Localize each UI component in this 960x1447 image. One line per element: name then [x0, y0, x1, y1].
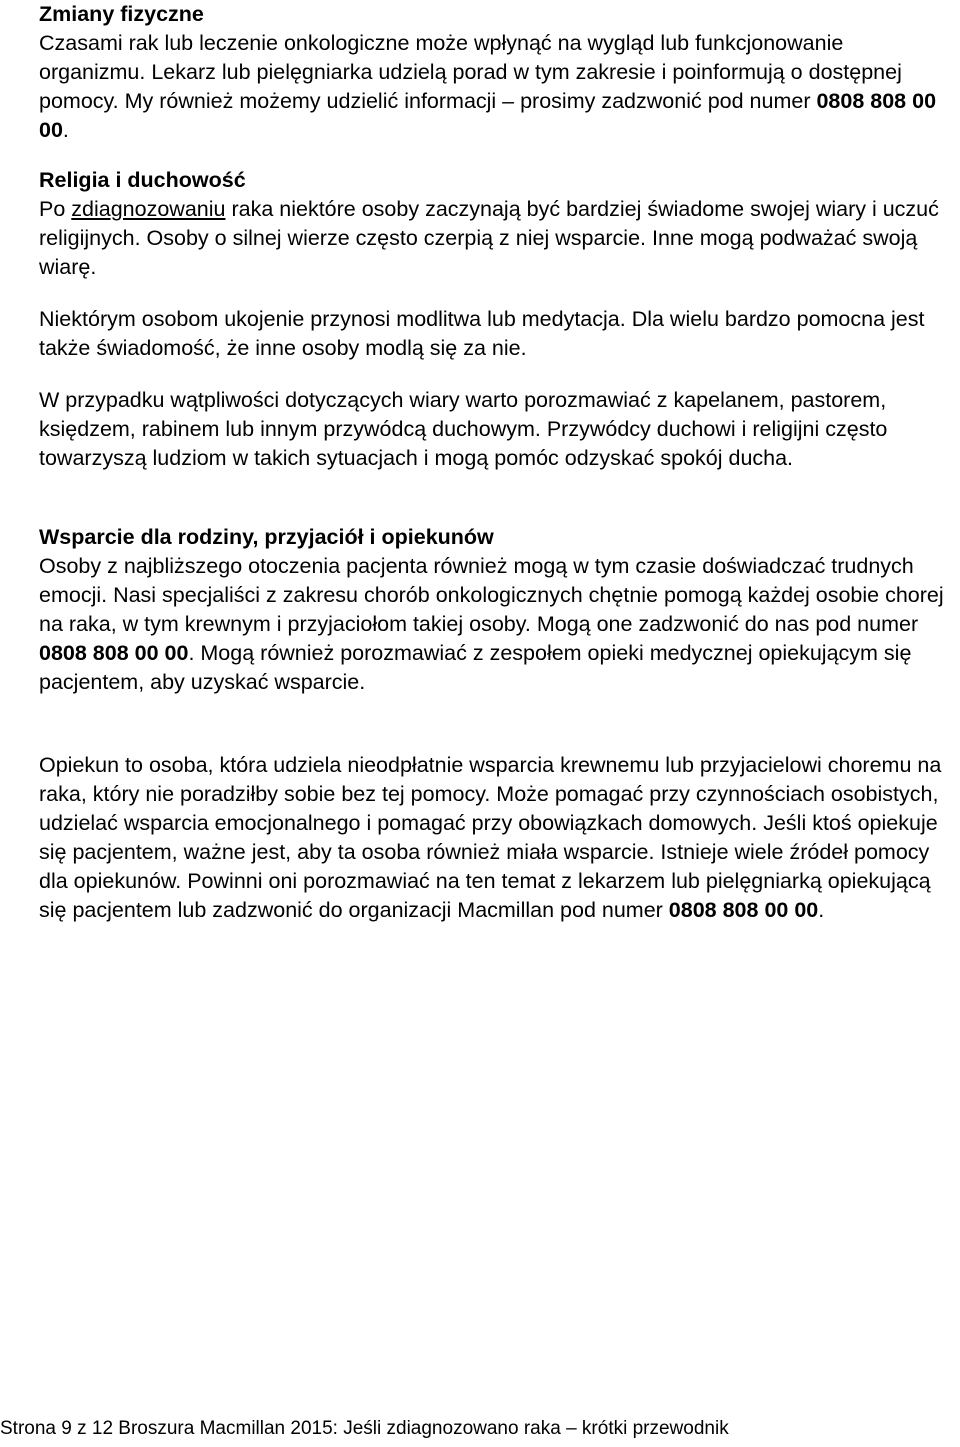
phone-number: 0808 808 00 00 — [668, 898, 819, 922]
heading-religion: Religia i duchowość — [39, 168, 246, 192]
section-family-support — [39, 523, 944, 697]
paragraph-spiritual-leaders: W przypadku wątpliwości dotyczących wiary warto porozmawiać z kapelanem, pastorem, księdzem, rabinem lub innym przywódcą duchowym. Przywódcy duchowi i religijni często towarzyszą ludziom w takich sytuacjach i mogą pomóc odzyskać spokój ducha. — [39, 388, 888, 470]
paragraph-text: . Mogą również porozmawiać z zespołem opieki medycznej opiekującym się pacjentem, aby uzyskać wsparcie. — [39, 641, 912, 694]
punctuation: . — [818, 898, 825, 922]
paragraph-text: Po — [39, 197, 72, 221]
section-prayer — [39, 305, 944, 363]
paragraph-text: Czasami rak lub leczenie onkologiczne może wpłynąć na wygląd lub funkcjonowanie organizmu. Lekarz lub pielęgniarka udzielą porad w tym zakresie i poinformują o dostępnej pomocy. My również możemy udzielić informacji – prosimy zadzwonić pod numer — [39, 31, 902, 113]
section-religion — [39, 166, 944, 282]
phone-number: 0808 808 00 00 — [39, 89, 937, 142]
paragraph-text: raka niektóre osoby zaczynają być bardziej świadome swojej wiary i uczuć religijnych. Osoby o silnej wierze często czerpią z niej wsparcie. Inne mogą podważać swoją wiarę. — [39, 197, 939, 279]
section-carers — [39, 751, 944, 925]
section-spiritual-leaders — [39, 386, 944, 473]
paragraph-text: Osoby z najbliższego otoczenia pacjenta również mogą w tym czasie doświadczać trudnych emocji. Nasi specjaliści z zakresu chorób onkologicznych chętnie pomogą każdej osobie chorej na raka, w tym krewnym i przyjaciołom takiej osoby. Mogą one zadzwonić do nas pod numer — [39, 554, 944, 636]
paragraph-religion — [39, 195, 944, 282]
heading-physical-changes: Zmiany fizyczne — [39, 2, 204, 26]
heading-family-support: Wsparcie dla rodziny, przyjaciół i opiekunów — [39, 525, 494, 549]
phone-number: 0808 808 00 00 — [39, 641, 189, 665]
paragraph-family-support — [39, 552, 944, 697]
glossary-link-diagnosis[interactable]: zdiagnozowaniu — [71, 197, 226, 221]
page-footer: Strona 9 z 12 Broszura Macmillan 2015: Jeśli zdiagnozowano raka – krótki przewodnik — [0, 1418, 729, 1439]
paragraph-carers — [39, 751, 944, 925]
section-physical-changes — [39, 0, 944, 145]
paragraph-text: Opiekun to osoba, która udziela nieodpłatnie wsparcia krewnemu lub przyjacielowi choremu na raka, który nie poradziłby sobie bez tej pomocy. Może pomagać przy czynnościach osobistych, udzielać wsparcia emocjonalnego i pomagać przy obowiązkach domowych. Jeśli ktoś opiekuje się pacjentem, ważne jest, aby ta osoba również miała wsparcie. Istnieje wiele źródeł pomocy dla opiekunów. Powinni oni porozmawiać na ten temat z lekarzem lub pielęgniarką opiekującą się pacjentem lub zadzwonić do organizacji Macmillan pod numer — [39, 753, 942, 922]
punctuation: . — [62, 118, 69, 142]
paragraph-prayer: Niektórym osobom ukojenie przynosi modlitwa lub medytacja. Dla wielu bardzo pomocna jest także świadomość, że inne osoby modlą się za nie. — [39, 307, 925, 360]
paragraph-physical-changes — [39, 29, 944, 145]
